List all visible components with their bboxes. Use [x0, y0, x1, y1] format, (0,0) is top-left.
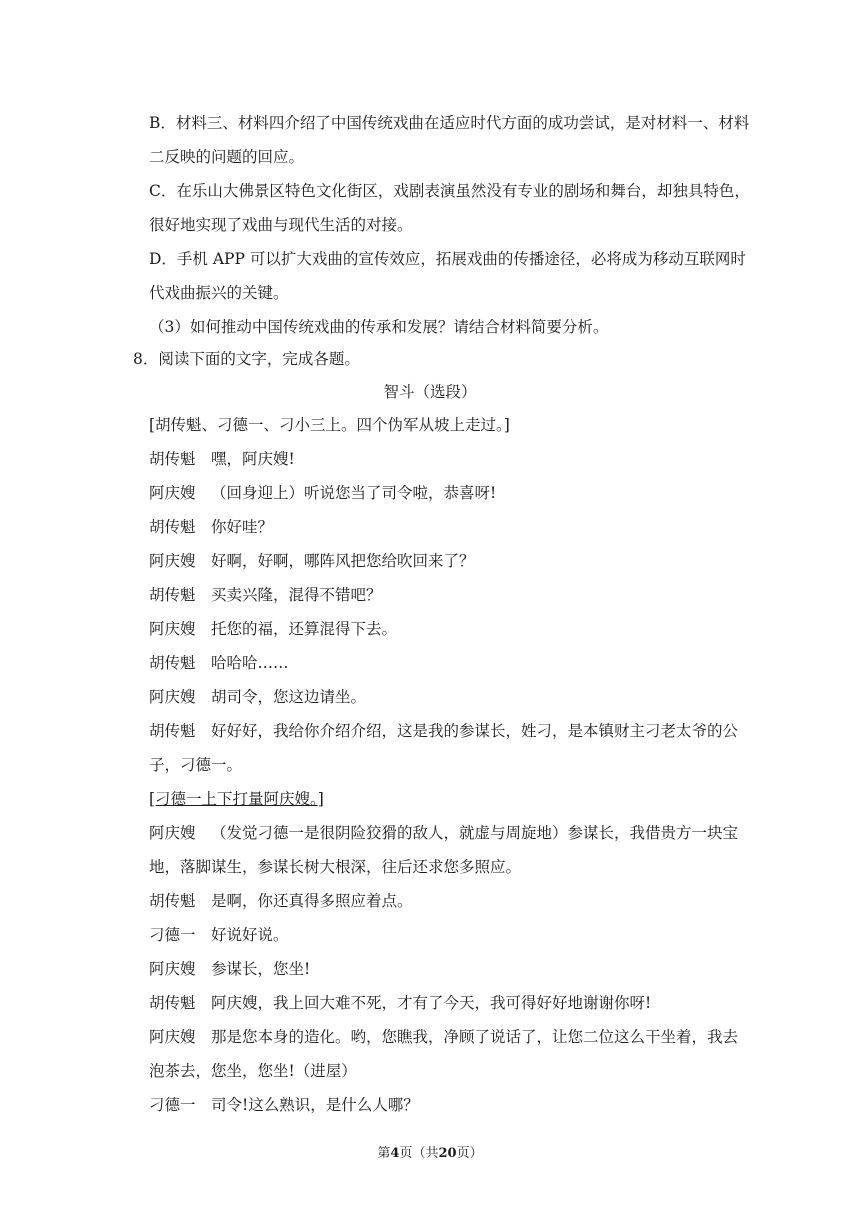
- speaker: 胡传魁: [149, 518, 196, 536]
- speech: 好说好说。: [211, 926, 289, 944]
- dialogue-line: [149, 719, 738, 741]
- speaker: 阿庆嫂: [149, 960, 196, 978]
- speaker: 胡传魁: [149, 892, 196, 910]
- stage-direction-underlined: [刁德一上下打量阿庆嫂。]: [149, 790, 324, 808]
- speech: 哈哈哈……: [211, 654, 289, 672]
- dialogue-line: [149, 1025, 738, 1047]
- dialogue-line: [149, 617, 397, 639]
- speech: 托您的福，还算混得下去。: [211, 620, 398, 638]
- speaker: 阿庆嫂: [149, 1028, 196, 1046]
- footer-mid: 页（共: [399, 1146, 439, 1161]
- speech: 好好好，我给你介绍介绍，这是我的参谋长，姓刁，是本镇财主刁老太爷的公: [211, 722, 739, 740]
- dialogue-line: [149, 889, 413, 911]
- passage-title: 智斗（选段）: [383, 383, 477, 401]
- speaker: 胡传魁: [149, 994, 196, 1012]
- speaker: 胡传魁: [149, 654, 196, 672]
- page-footer: [0, 1142, 860, 1161]
- speech: 参谋长，您坐!: [211, 960, 311, 978]
- dialogue-continuation: 泡茶去，您坐，您坐!（进屋）: [149, 1062, 357, 1080]
- speech: 胡司令，您这边请坐。: [211, 688, 367, 706]
- speaker: 胡传魁: [149, 586, 196, 604]
- current-page-number: 4: [390, 1146, 400, 1161]
- speaker: 阿庆嫂: [149, 620, 196, 638]
- speaker: 阿庆嫂: [149, 688, 196, 706]
- speech: 你好哇？: [211, 518, 274, 536]
- speaker: 刁德一: [149, 926, 196, 944]
- speaker: 刁德一: [149, 1096, 196, 1114]
- dialogue-line: [149, 447, 295, 469]
- speech: （发觉刁德一是很阴险狡猾的敌人，就虚与周旋地）参谋长，我借贵方一块宝: [211, 824, 739, 842]
- option-d-line1: D．手机 APP 可以扩大戏曲的宣传效应，拓展戏曲的传播途径，必将成为移动互联网时: [149, 250, 746, 268]
- speech: 好啊，好啊，哪阵风把您给吹回来了？: [211, 552, 475, 570]
- speech: 那是您本身的造化。哟，您瞧我，净顾了说话了，让您二位这么干坐着，我去: [211, 1028, 739, 1046]
- dialogue-line: [149, 821, 738, 843]
- speaker: 阿庆嫂: [149, 484, 196, 502]
- option-c-line2: 很好地实现了戏曲与现代生活的对接。: [149, 216, 413, 234]
- dialogue-line: [149, 1093, 419, 1115]
- speaker: 胡传魁: [149, 450, 196, 468]
- dialogue-line: [149, 651, 289, 673]
- dialogue-line: [149, 957, 310, 979]
- dialogue-line: [149, 583, 382, 605]
- question-3: （3）如何推动中国传统戏曲的传承和发展？请结合材料简要分析。: [149, 318, 609, 336]
- option-d-line2: 代戏曲振兴的关键。: [149, 284, 289, 302]
- speech: 嘿，阿庆嫂!: [211, 450, 295, 468]
- question-8: 8．阅读下面的文字，完成各题。: [133, 350, 360, 368]
- total-pages: 20: [438, 1146, 457, 1161]
- dialogue-line: [149, 923, 289, 945]
- stage-direction: [胡传魁、刁德一、刁小三上。四个伪军从坡上走过。]: [149, 416, 510, 434]
- option-c-line1: C．在乐山大佛景区特色文化街区，戏剧表演虽然没有专业的剧场和舞台，却独具特色，: [149, 182, 750, 200]
- speaker: 阿庆嫂: [149, 552, 196, 570]
- option-b-line1: B．材料三、材料四介绍了中国传统戏曲在适应时代方面的成功尝试，是对材料一、材料: [149, 114, 750, 132]
- dialogue-continuation: 地，落脚谋生，参谋长树大根深，往后还求您多照应。: [149, 858, 522, 876]
- dialogue-line: [149, 991, 651, 1013]
- footer-prefix: 第: [377, 1146, 391, 1161]
- dialogue-line: [149, 481, 496, 503]
- speaker: 阿庆嫂: [149, 824, 196, 842]
- speech: （回身迎上）听说您当了司令啦，恭喜呀!: [211, 484, 497, 502]
- speech: 买卖兴隆，混得不错吧？: [211, 586, 382, 604]
- speech: 阿庆嫂，我上回大难不死，才有了今天，我可得好好地谢谢你呀!: [211, 994, 652, 1012]
- speech: 司令!这么熟识，是什么人哪？: [211, 1096, 419, 1114]
- dialogue-line: [149, 685, 366, 707]
- dialogue-continuation: 子，刁德一。: [149, 756, 243, 774]
- dialogue-line: [149, 515, 273, 537]
- option-b-line2: 二反映的问题的回应。: [149, 148, 305, 166]
- dialogue-line: [149, 549, 475, 571]
- speech: 是啊，你还真得多照应着点。: [211, 892, 413, 910]
- speaker: 胡传魁: [149, 722, 196, 740]
- footer-suffix: 页）: [456, 1146, 483, 1161]
